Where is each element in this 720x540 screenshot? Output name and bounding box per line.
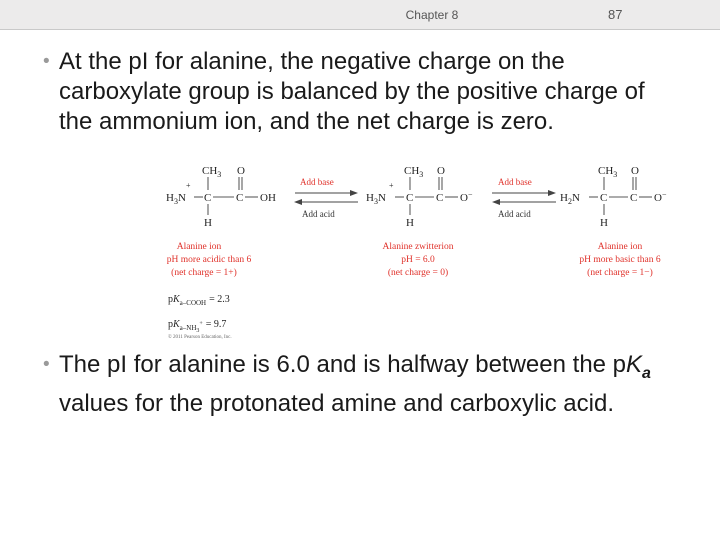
bullet-dot: • <box>43 354 50 375</box>
svg-text:H: H <box>204 217 212 229</box>
svg-text:Add acid: Add acid <box>498 209 531 219</box>
svg-text:O−: O− <box>654 190 667 204</box>
svg-text:Alanine zwitterion: Alanine zwitterion <box>382 242 454 252</box>
pka-carboxyl <box>168 294 230 307</box>
svg-text:pH more acidic than 6: pH more acidic than 6 <box>166 255 252 265</box>
svg-text:H2N: $H_2N$ <box>560 192 580 206</box>
svg-text:H3N: $H_3N$ <box>366 192 386 206</box>
svg-text:O: O <box>631 165 639 177</box>
svg-text:(net charge = 1+): (net charge = 1+) <box>171 268 237 278</box>
page-number: 87 <box>608 7 623 22</box>
bullet-2-k: K <box>626 351 643 378</box>
svg-text:O: O <box>237 165 245 177</box>
alanine-zwitterion-structure <box>366 165 473 229</box>
svg-text:CH3: $CH_3$ <box>598 165 618 179</box>
alanine-equilibrium-figure <box>160 160 680 340</box>
svg-text:Add base: Add base <box>498 177 532 187</box>
svg-text:C: C <box>630 192 638 204</box>
svg-text:pKa–COOH= 2.3: $pK_a$–COOH = 2.3 <box>168 294 230 307</box>
header-divider <box>0 29 720 30</box>
caption-anion <box>579 242 661 278</box>
svg-text:C: C <box>204 192 212 204</box>
caption-zwitterion <box>383 242 454 278</box>
svg-text:O−: O− <box>460 190 473 204</box>
svg-text:Add acid: Add acid <box>302 209 335 219</box>
svg-text:+: + <box>186 181 191 190</box>
caption-cation <box>167 242 252 278</box>
bullet-2-text-a: The pI for alanine is 6.0 and is halfway between the p <box>59 351 627 378</box>
svg-text:pH = 6.0: pH = 6.0 <box>401 255 435 265</box>
alanine-cation-structure <box>166 165 276 229</box>
bullet-1 <box>43 47 679 137</box>
svg-text:H3N: $H_3N$ <box>166 192 186 206</box>
bullet-dot: • <box>43 51 50 72</box>
svg-text:H: H <box>600 217 608 229</box>
bullet-2 <box>43 350 679 419</box>
svg-text:(net charge = 0): (net charge = 0) <box>387 268 449 278</box>
svg-text:C: C <box>236 192 244 204</box>
chapter-label: Chapter 8 <box>405 8 459 22</box>
svg-text:pKa–NH3+= 9.7: $pK_a-NH_3^+ = 9.7$ <box>168 319 227 334</box>
svg-text:CH3: $CH_3$ <box>202 165 222 179</box>
svg-text:Alanine ion: Alanine ion <box>176 242 222 252</box>
svg-text:C: C <box>600 192 608 204</box>
bullet-2-text-b: values for the protonated amine and carboxylic acid. <box>59 389 614 417</box>
svg-text:O: O <box>437 165 445 177</box>
pka-ammonium <box>168 319 226 334</box>
svg-text:CH3: $CH_3$ <box>404 165 424 179</box>
svg-text:+: + <box>389 181 394 190</box>
svg-text:(net charge = 1−): (net charge = 1−) <box>587 268 653 278</box>
equilibrium-arrows-2 <box>492 177 556 219</box>
svg-text:C: C <box>406 192 414 204</box>
bullet-2-sub: a <box>642 364 651 382</box>
svg-text:Add base: Add base <box>300 177 334 187</box>
svg-text:Alanine ion: Alanine ion <box>597 242 643 252</box>
svg-text:C: C <box>436 192 444 204</box>
svg-text:OH: OH <box>260 192 276 204</box>
copyright-note: © 2011 Pearson Education, Inc. <box>168 335 232 340</box>
equilibrium-arrows-1 <box>294 177 358 219</box>
svg-text:H: H <box>406 217 414 229</box>
bullet-1-text: At the pI for alanine, the negative charge on the carboxylate group is balanced by the positive charge of the ammonium ion, and the net charge is zero. <box>59 48 645 135</box>
svg-text:pH more basic than 6: pH more basic than 6 <box>579 255 661 265</box>
alanine-anion-structure <box>560 165 667 229</box>
